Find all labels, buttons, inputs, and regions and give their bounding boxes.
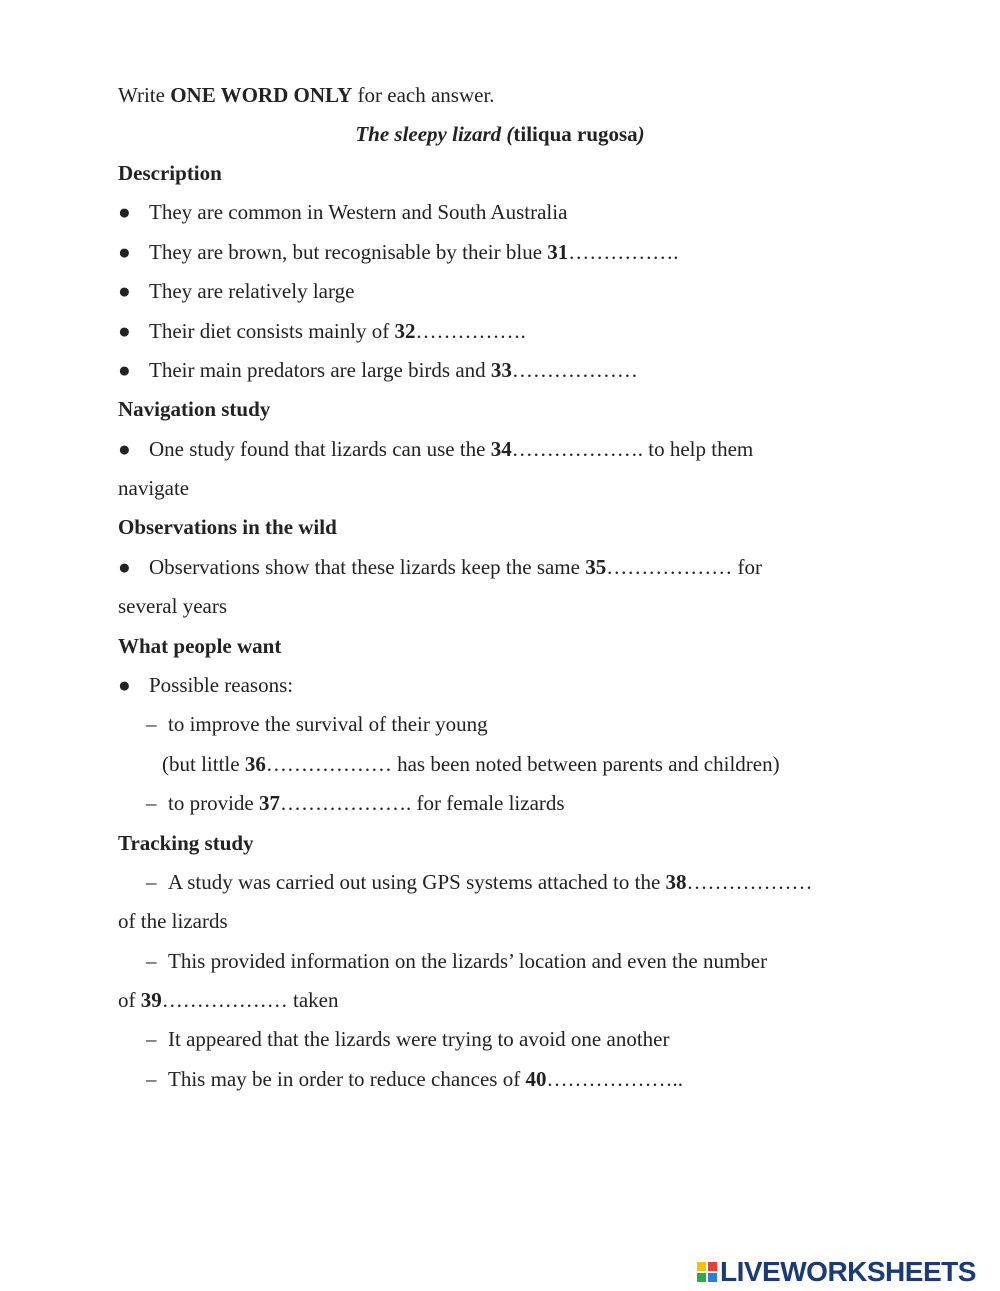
section-heading-navigation: Navigation study — [118, 397, 271, 421]
list-item-continuation: of 39……………… taken — [118, 988, 339, 1012]
logo-icon — [697, 1262, 717, 1282]
section-heading-tracking: Tracking study — [118, 831, 254, 855]
list-item-continuation: several years — [118, 594, 228, 618]
answer-blank[interactable]: ……………… — [686, 870, 813, 894]
answer-blank[interactable]: ………………. for female lizards — [279, 791, 565, 815]
logo-text: LIVEWORKSHEETS — [720, 1256, 976, 1287]
sub-list-item: – to improve the survival of their young — [146, 712, 488, 736]
logo-square-yellow — [697, 1262, 706, 1271]
list-item: ● They are relatively large — [118, 279, 355, 303]
question-number: 36 — [244, 752, 266, 776]
instruction: Write ONE WORD ONLY for each answer. — [118, 83, 495, 107]
list-item-continuation: navigate — [118, 476, 190, 500]
sub-list-item: – It appeared that the lizards were trying to avoid one another — [146, 1027, 670, 1051]
sub-list-item: – A study was carried out using GPS systems attached to the 38……………… — [146, 870, 813, 894]
list-item: ● They are common in Western and South Australia — [118, 200, 568, 224]
liveworksheets-logo[interactable] — [697, 1256, 976, 1288]
question-number: 33 — [490, 358, 512, 382]
logo-square-blue — [708, 1273, 717, 1282]
question-number: 37 — [258, 791, 280, 815]
list-item: ● Observations show that these lizards keep the same 35……………… for — [118, 555, 762, 579]
list-item: ● They are brown, but recognisable by their blue 31……………. — [118, 240, 679, 264]
sub-list-item: – This may be in order to reduce chances of 40……………….. — [146, 1067, 683, 1091]
answer-blank[interactable]: ……………….. — [546, 1067, 683, 1091]
sub-list-item: – to provide 37………………. for female lizards — [146, 791, 565, 815]
page-title: The sleepy lizard (tiliqua rugosa) — [355, 122, 645, 146]
list-item-continuation: of the lizards — [118, 909, 228, 933]
answer-blank[interactable]: ………………. to help them — [511, 437, 754, 461]
logo-square-green — [697, 1273, 706, 1282]
sub-list-item: – This provided information on the lizards’ location and even the number — [146, 949, 768, 973]
list-item: ● Their diet consists mainly of 32……………. — [118, 319, 526, 343]
answer-blank[interactable]: ……………. — [415, 319, 526, 343]
section-heading-description: Description — [118, 161, 222, 185]
answer-blank[interactable]: ……………… — [511, 358, 638, 382]
question-number: 34 — [490, 437, 512, 461]
list-item: ● Possible reasons: — [118, 673, 294, 697]
question-number: 38 — [665, 870, 687, 894]
logo-square-red — [708, 1262, 717, 1271]
sub-list-note: (but little 36……………… has been noted between parents and children) — [162, 752, 780, 776]
question-number: 40 — [525, 1067, 547, 1091]
question-number: 35 — [585, 555, 607, 579]
question-number: 32 — [394, 319, 416, 343]
answer-blank[interactable]: ……………… taken — [161, 988, 339, 1012]
question-number: 31 — [547, 240, 569, 264]
answer-blank[interactable]: ……………… has been noted between parents and children) — [265, 752, 780, 776]
list-item: ● Their main predators are large birds and 33……………… — [118, 358, 638, 382]
section-heading-people: What people want — [118, 634, 282, 658]
answer-blank[interactable]: ……………… for — [606, 555, 762, 579]
answer-blank[interactable]: ……………. — [568, 240, 679, 264]
list-item: ● One study found that lizards can use the 34………………. to help them — [118, 437, 754, 461]
section-heading-observations: Observations in the wild — [118, 515, 337, 539]
question-number: 39 — [140, 988, 162, 1012]
